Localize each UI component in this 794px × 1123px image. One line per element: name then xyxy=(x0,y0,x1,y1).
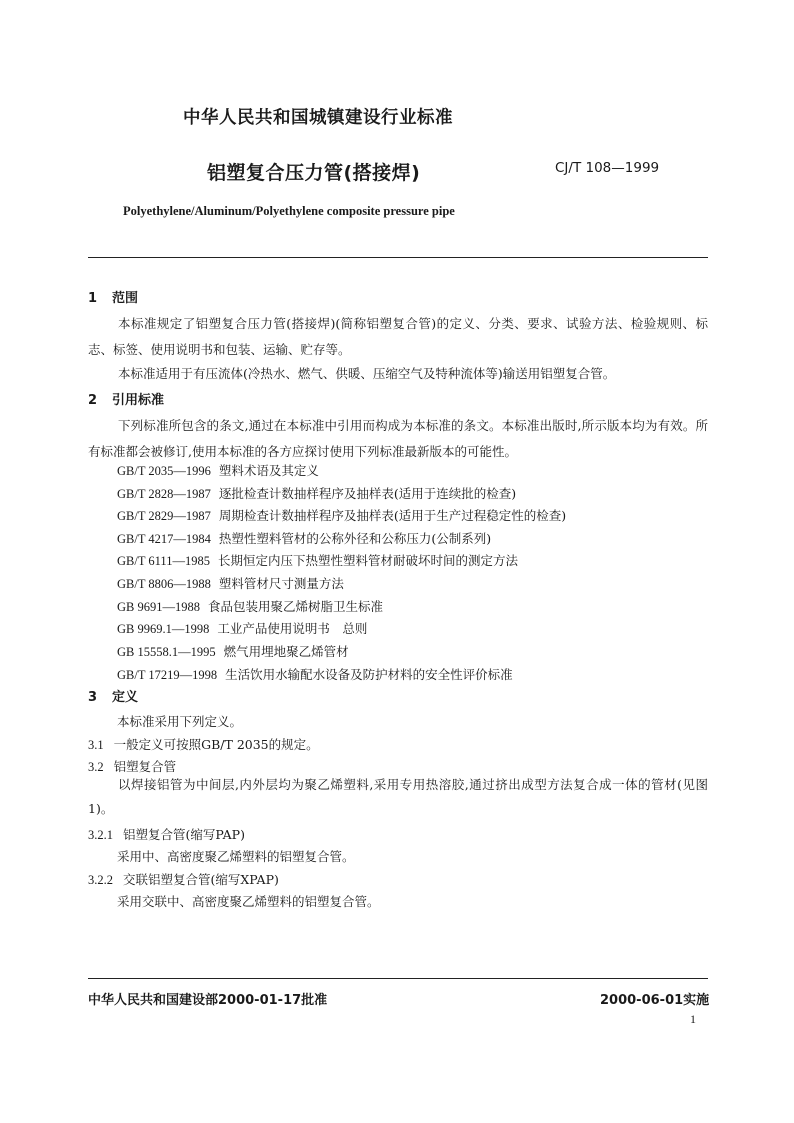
approval-line: 中华人民共和国建设部2000-01-17批准 xyxy=(88,993,328,1008)
reference-item xyxy=(117,461,319,479)
reference-item xyxy=(117,574,344,592)
header-divider xyxy=(88,257,708,258)
section-title: 定义 xyxy=(112,690,139,705)
definition-3-1 xyxy=(88,735,319,753)
reference-code: GB 9969.1—1998 xyxy=(117,622,210,636)
section-3-heading xyxy=(88,686,138,705)
reference-title: 周期检查计数抽样程序及抽样表(适用于生产过程稳定性的检查) xyxy=(218,508,567,523)
clause-title: 交联铝塑复合管(缩写XPAP) xyxy=(123,872,279,887)
reference-code: GB 15558.1—1995 xyxy=(117,645,216,659)
document-title-chinese: 铝塑复合压力管(搭接焊) xyxy=(207,162,421,184)
issuing-organization: 中华人民共和国城镇建设行业标准 xyxy=(183,108,453,128)
reference-item xyxy=(117,642,349,660)
clause-number: 3.2.2 xyxy=(88,873,113,887)
reference-title: 逐批检查计数抽样程序及抽样表(适用于连续批的检查) xyxy=(218,486,517,501)
reference-title: 热塑性塑料管材的公称外径和公称压力(公制系列) xyxy=(218,531,492,546)
reference-code: GB/T 4217—1984 xyxy=(117,532,211,546)
section-1-body xyxy=(88,311,708,385)
definition-3-2-2-heading xyxy=(88,870,279,888)
reference-title: 塑料术语及其定义 xyxy=(218,463,319,478)
section-number: 3 xyxy=(88,690,98,705)
paragraph: 采用交联中、高密度聚乙烯塑料的铝塑复合管。 xyxy=(117,894,380,909)
paragraph: 下列标准所包含的条文,通过在本标准中引用而构成为本标准的条文。本标准出版时,所示版本均为有效。所有标准都会被修订,使用本标准的各方应探讨使用下列标准最新版本的可能性。 xyxy=(88,418,708,459)
definition-3-2-1-heading xyxy=(88,825,245,843)
reference-code: GB/T 2829—1987 xyxy=(117,509,211,523)
section-title: 引用标准 xyxy=(112,393,165,408)
reference-item xyxy=(117,529,491,547)
section-number: 2 xyxy=(88,393,98,408)
reference-item xyxy=(117,665,513,683)
paragraph: 采用中、高密度聚乙烯塑料的铝塑复合管。 xyxy=(117,849,355,864)
clause-number: 3.2 xyxy=(88,760,104,774)
section-number: 1 xyxy=(88,291,98,306)
reference-title: 生活饮用水输配水设备及防护材料的安全性评价标准 xyxy=(225,667,513,682)
paragraph: 本标准规定了铝塑复合压力管(搭接焊)(简称铝塑复合管)的定义、分类、要求、试验方法、检验规则、标志、标签、使用说明书和包装、运输、贮存等。 xyxy=(88,316,708,357)
paragraph: 以焊接铝管为中间层,内外层均为聚乙烯塑料,采用专用热溶胶,通过挤出成型方法复合成一体的管材(见图1)。 xyxy=(88,777,708,816)
reference-code: GB/T 8806—1988 xyxy=(117,577,211,591)
clause-title: 铝塑复合管 xyxy=(113,759,177,774)
section-2-body xyxy=(88,413,708,465)
section-title: 范围 xyxy=(112,291,139,306)
reference-item xyxy=(117,597,383,615)
footer-divider xyxy=(88,978,708,979)
clause-number: 3.2.1 xyxy=(88,828,113,842)
section-2-heading xyxy=(88,389,164,408)
reference-code: GB/T 17219—1998 xyxy=(117,668,218,682)
reference-item xyxy=(117,484,516,502)
paragraph: 本标准适用于有压流体(冷热水、燃气、供暖、压缩空气及特种流体等)输送用铝塑复合管。 xyxy=(118,366,616,381)
page-number: 1 xyxy=(690,1012,696,1026)
reference-code: GB 9691—1988 xyxy=(117,600,200,614)
definition-3-2-body xyxy=(88,773,708,821)
reference-code: GB/T 2035—1996 xyxy=(117,464,211,478)
clause-text: 一般定义可按照GB/T 2035的规定。 xyxy=(113,737,319,752)
reference-item xyxy=(117,619,367,637)
document-title-english: Polyethylene/Aluminum/Polyethylene composite pressure pipe xyxy=(123,204,455,218)
standard-code: CJ/T 108—1999 xyxy=(555,160,660,176)
implementation-date: 2000-06-01实施 xyxy=(600,993,710,1008)
reference-title: 长期恒定内压下热塑性塑料管材耐破坏时间的测定方法 xyxy=(217,553,518,568)
reference-title: 工业产品使用说明书 总则 xyxy=(217,621,368,636)
section-1-heading xyxy=(88,287,138,306)
reference-title: 食品包装用聚乙烯树脂卫生标准 xyxy=(208,599,384,614)
reference-code: GB/T 2828—1987 xyxy=(117,487,211,501)
clause-number: 3.1 xyxy=(88,738,104,752)
reference-title: 燃气用埋地聚乙烯管材 xyxy=(223,644,349,659)
reference-item xyxy=(117,506,566,524)
reference-code: GB/T 6111—1985 xyxy=(117,554,210,568)
reference-item xyxy=(117,551,518,569)
reference-title: 塑料管材尺寸测量方法 xyxy=(218,576,344,591)
clause-title: 铝塑复合管(缩写PAP) xyxy=(123,827,245,842)
paragraph: 本标准采用下列定义。 xyxy=(117,714,243,729)
